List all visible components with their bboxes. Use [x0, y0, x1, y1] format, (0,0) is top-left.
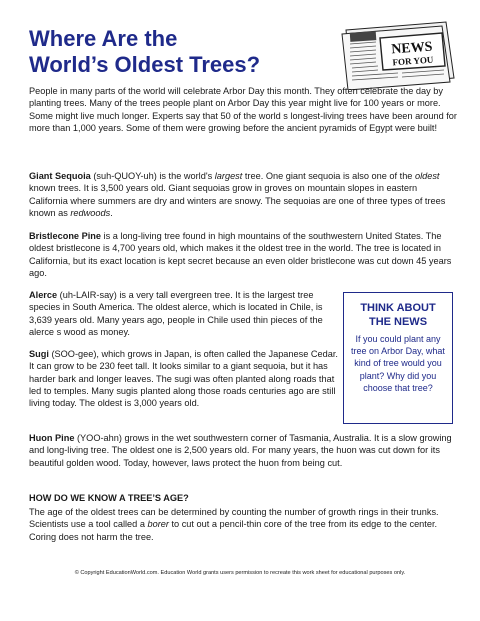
sequoia-text-3: known trees. It is 3,500 years old. Giant sequoias grow in groves on mountain slopes in eastern California where summers are dry and winters are snowy. The sequoias are one of three types of trees known as: [29, 183, 446, 218]
sequoia-emphasis-redwoods: redwoods: [70, 207, 111, 218]
news-logo-line-2: FOR YOU: [392, 54, 434, 68]
title-line-1: Where Are the: [29, 26, 178, 51]
sequoia-text-4: .: [110, 207, 113, 218]
sidebar-title: [344, 301, 452, 329]
alerce-text: (uh-LAIR-say) is a very tall evergreen tree. It is the largest tree species in South America. The oldest alerce, which is located in Chile, is 3,639 years old. Many years ago, people in Chile used thin pieces of the alerce s wood as money.: [29, 290, 323, 337]
bristlecone-text: is a long-living tree found in high mountains of the southwestern United States. The oldest bristlecone is 4,700 years old, which makes it the oldest tree in the world. The tree is located in California, but its exact location is kept secret because an even older bristlecone was cut down 45 years ago.: [29, 231, 452, 278]
bristlecone-pine-name: Bristlecone Pine: [29, 231, 101, 241]
page-title: [29, 26, 329, 78]
bristlecone-pine-paragraph: [29, 230, 454, 279]
sidebar-question: If you could plant any tree on Arbor Day, what kind of tree would you plant? Why did you choose that tree?: [351, 334, 445, 393]
news-logo-line-1: NEWS: [390, 39, 433, 58]
huon-pine-paragraph: [29, 432, 454, 469]
alerce-paragraph: [29, 289, 344, 338]
sequoia-text-1: (suh-QUOY-uh) is the world's: [90, 171, 215, 181]
huon-text: (YOO-ahn) grows in the wet southwestern corner of Tasmania, Australia. It is a slow growing and long-living tree. The oldest one is 2,500 years old. For many years, the huon was cut down for its beautiful golden wood. Today, however, laws protect the huon from being cut.: [29, 433, 452, 468]
huon-pine-name: Huon Pine: [29, 433, 75, 443]
intro-paragraph: [29, 85, 459, 134]
age-text-2: to cut out a pencil-thin core of the tree from its edge to the center. Coring does not harm the tree.: [29, 519, 438, 542]
sidebar-title-line-1: THINK ABOUT: [360, 302, 436, 314]
tree-age-paragraph: [29, 506, 454, 543]
sequoia-emphasis-largest: largest: [214, 171, 243, 181]
age-emphasis-borer: borer: [147, 519, 169, 530]
news-for-you-logo: [338, 20, 460, 90]
sequoia-emphasis-oldest: oldest: [414, 171, 440, 181]
sequoia-text-2: tree. One giant sequoia is also one of the: [242, 171, 415, 181]
title-line-2: World’s Oldest Trees?: [29, 52, 261, 77]
age-text-1: The age of the oldest trees can be determined by counting the number of growth rings in their trunks. Scientists use a tool called a: [29, 507, 439, 530]
alerce-name: Alerce: [29, 290, 58, 300]
sugi-text: (SOO-gee), which grows in Japan, is often called the Japanese Cedar. It can grow to be 230 feet tall. It looks similar to a giant sequoia, but it has harder bark and longer leaves. The sugi was often planted along roads that led to temples. Many sugis planted along those roads centuries ago are still living today. The oldest is 3,000 years old.: [29, 349, 338, 409]
copyright-notice: © Copyright EducationWorld.com. Education World grants users permission to recreate this work sheet for educational purposes only.: [74, 570, 406, 576]
intro-text: People in many parts of the world will celebrate Arbor Day this month. They often celebrate the day by planting trees. Many of the trees people plant on Arbor Day this year might live for 100 years or more. Some might live much longer. Experts say that 50 of the world s longest-living trees have been around for more than 1,000 years. Some of them were growing before the ancient pyramids of Egypt were built!: [29, 86, 457, 133]
sugi-paragraph: [29, 348, 344, 409]
sugi-name: Sugi: [29, 349, 49, 359]
giant-sequoia-paragraph: [29, 170, 454, 219]
sidebar-title-line-2: THE NEWS: [368, 316, 428, 328]
think-about-the-news-box: [343, 292, 453, 424]
giant-sequoia-name: Giant Sequoia: [29, 171, 91, 181]
tree-age-heading: HOW DO WE KNOW A TREE’S AGE?: [29, 493, 189, 503]
